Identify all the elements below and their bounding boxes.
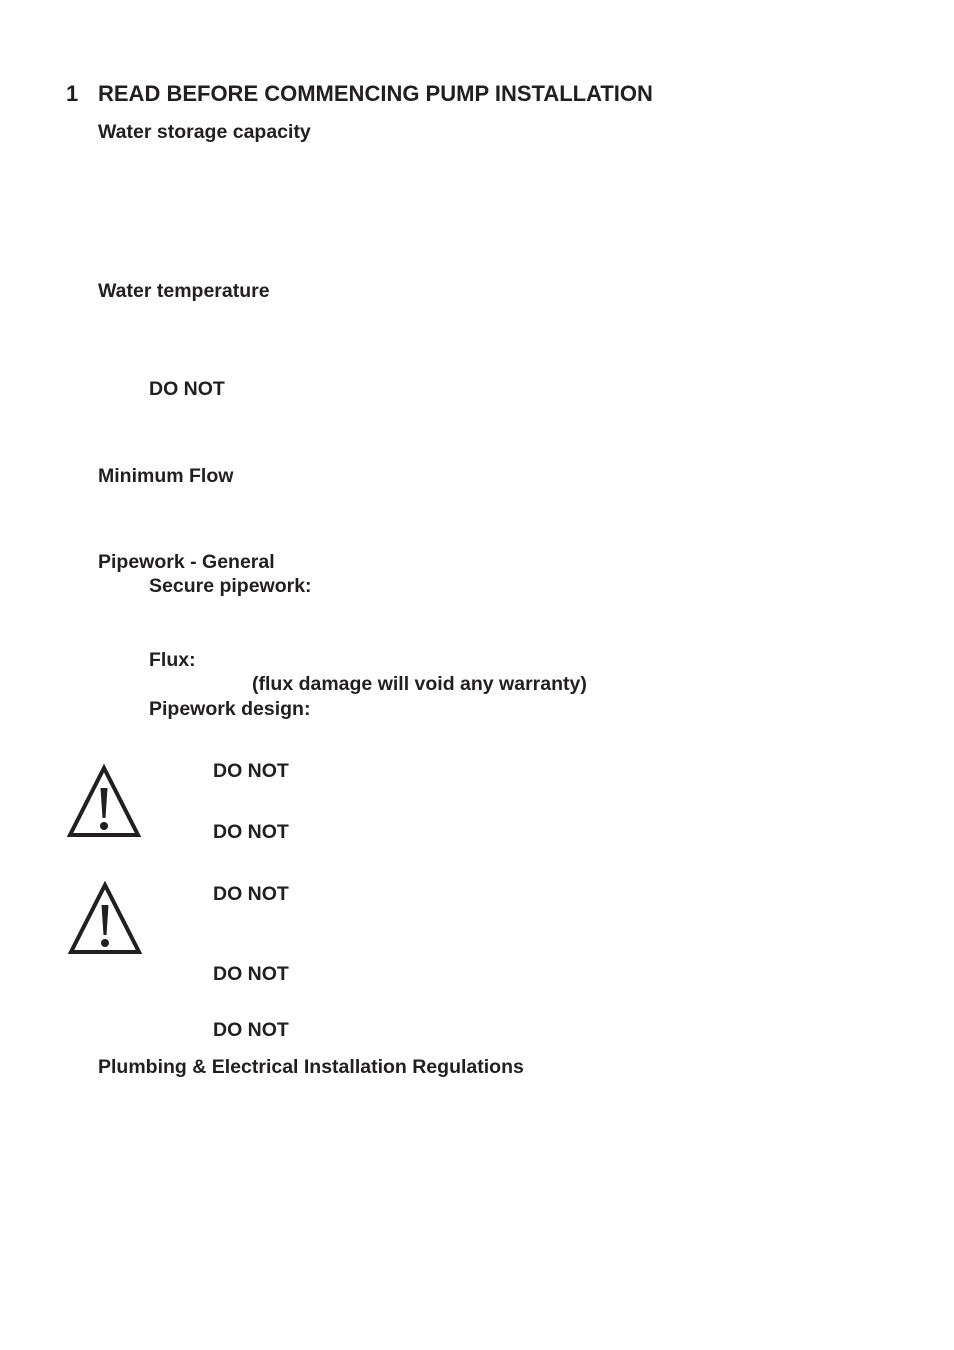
label-pipework-design: Pipework design: [149, 698, 311, 720]
warning-do-not-4: DO NOT [213, 963, 289, 985]
label-flux: Flux: [149, 649, 196, 671]
warning-do-not-1: DO NOT [213, 760, 289, 782]
heading-water-temperature: Water temperature [98, 280, 270, 302]
section-title: READ BEFORE COMMENCING PUMP INSTALLATION [98, 81, 653, 106]
heading-minimum-flow: Minimum Flow [98, 465, 234, 487]
section-number: 1 [66, 81, 79, 106]
label-secure-pipework: Secure pipework: [149, 575, 312, 597]
flux-warranty-note: (flux damage will void any warranty) [252, 673, 587, 695]
warning-do-not-5: DO NOT [213, 1019, 289, 1041]
heading-water-storage: Water storage capacity [98, 121, 311, 143]
warning-triangle-icon [67, 881, 143, 955]
heading-regulations: Plumbing & Electrical Installation Regulations [98, 1056, 524, 1078]
heading-pipework-general: Pipework - General [98, 551, 275, 573]
warning-do-not-3: DO NOT [213, 883, 289, 905]
warning-triangle-icon [66, 764, 142, 838]
warning-do-not-2: DO NOT [213, 821, 289, 843]
temperature-do-not: DO NOT [149, 378, 225, 400]
